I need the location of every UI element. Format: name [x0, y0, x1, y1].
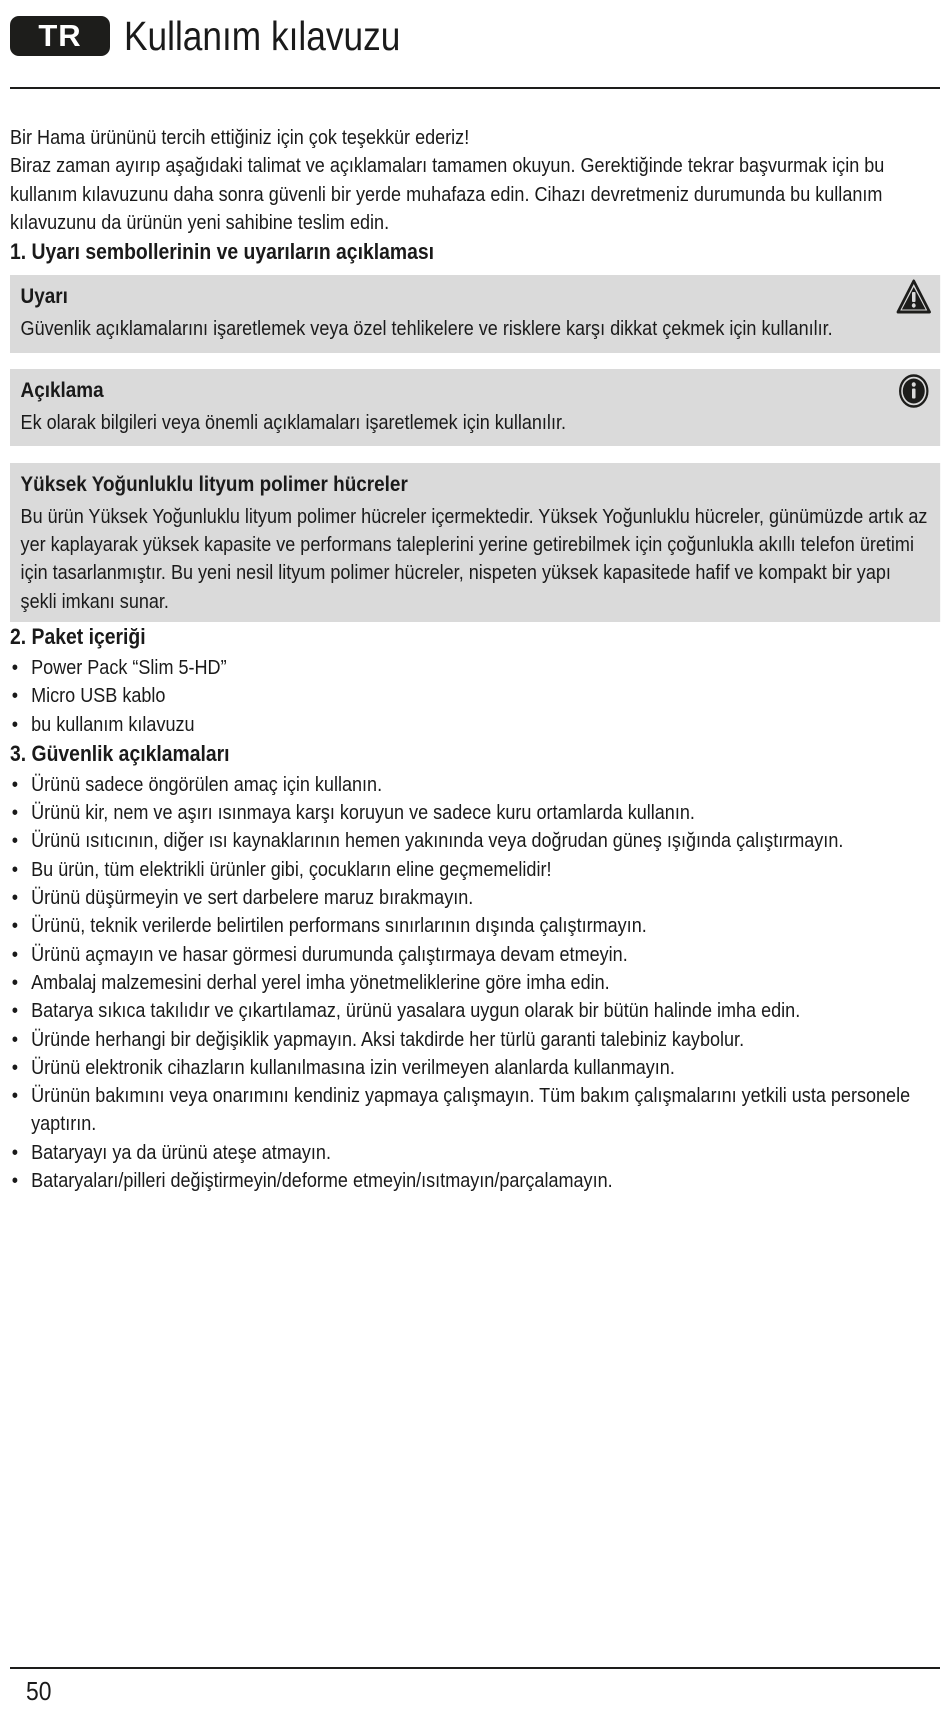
list-item: • Ürünü sadece öngörülen amaç için kullanın. [10, 771, 940, 799]
note-title: Açıklama [20, 378, 104, 403]
info-circle-icon [896, 373, 931, 409]
footer-divider [10, 1667, 940, 1669]
cells-info-box [10, 463, 940, 622]
page-number: 50 [26, 1676, 52, 1706]
list-item: • Bataryaları/pilleri değiştirmeyin/deforme etmeyin/ısıtmayın/parçalamayın. [10, 1167, 940, 1195]
note-box [10, 369, 940, 445]
list-item: • bu kullanım kılavuzu [10, 711, 940, 739]
list-item: • Bu ürün, tüm elektrikli ürünler gibi, çocukların eline geçmemelidir! [10, 856, 940, 884]
package-contents-list [10, 654, 940, 739]
list-item: • Ambalaj malzemesini derhal yerel imha yönetmeliklerine göre imha edin. [10, 969, 940, 997]
list-item: • Ürünün bakımını veya onarımını kendiniz yapmaya çalışmayın. Tüm bakım çalışmalarını yetkili usta personele yaptırın. [10, 1082, 940, 1139]
content-text-block [10, 124, 940, 1195]
content-area [10, 124, 940, 1195]
list-item: • Ürünü kir, nem ve aşırı ısınmaya karşı koruyun ve sadece kuru ortamlarda kullanın. [10, 799, 940, 827]
note-text: Ek olarak bilgileri veya önemli açıklamaları işaretlemek için kullanılır. [20, 411, 566, 435]
language-badge: TR [10, 16, 110, 56]
header-divider [10, 87, 940, 89]
list-item: • Üründe herhangi bir değişiklik yapmayın. Aksi takdirde her türlü garanti talebiniz kaybolur. [10, 1026, 940, 1054]
cells-title: Yüksek Yoğunluklu lityum polimer hücreler [20, 471, 408, 496]
intro-thanks: Bir Hama ürününü tercih ettiğiniz için çok teşekkür ederiz! [10, 126, 470, 149]
cells-text: Bu ürün Yüksek Yoğunluklu lityum polimer hücreler içermektedir. Yüksek Yoğunluklu hücreler, günümüzde artık az yer kaplayarak yüksek kapasite ve performans taleplerini yerine getirebilmek için çoğunlukla akıllı telefon üretimi için tasarlanmıştır. Bu yeni nesil lityum polimer hücreler, nispeten yüksek kapasitede hafif ve kompakt bir yapı şekli imkanı sunar. [20, 504, 928, 613]
section-1-title: 1. Uyarı sembollerinin ve uyarıların açıklaması [10, 239, 434, 265]
list-item: • Ürünü ısıtıcının, diğer ısı kaynaklarının hemen yakınında veya doğrudan güneş ışığında çalıştırmayın. [10, 827, 940, 855]
section-3-title: 3. Güvenlik açıklamaları [10, 740, 230, 766]
intro [10, 124, 940, 237]
list-item: • Micro USB kablo [10, 682, 940, 710]
list-item: • Bataryayı ya da ürünü ateşe atmayın. [10, 1139, 940, 1167]
list-item: • Ürünü açmayın ve hasar görmesi durumunda çalıştırmaya devam etmeyin. [10, 941, 940, 969]
section-2-title: 2. Paket içeriği [10, 623, 146, 649]
list-item: • Ürünü elektronik cihazların kullanılmasına izin verilmeyen alanlarda kullanmayın. [10, 1054, 940, 1082]
list-item: • Batarya sıkıca takılıdır ve çıkartılamaz, ürünü yasalara uygun olarak bir bütün halinde imha edin. [10, 997, 940, 1025]
intro-body: Biraz zaman ayırıp aşağıdaki talimat ve açıklamaları tamamen okuyun. Gerektiğinde tekrar başvurmak için bu kullanım kılavuzunu daha sonra güvenli bir yerde muhafaza edin. Cihazı devretmeniz durumunda bu kullanım kılavuzunu da ürünün yeni sahibine teslim edin. [10, 154, 885, 234]
warning-box [10, 275, 940, 353]
warning-triangle-icon [896, 279, 931, 315]
warning-title: Uyarı [20, 284, 68, 309]
page-header [10, 14, 940, 62]
warning-text: Güvenlik açıklamalarını işaretlemek veya özel tehlikelere ve risklere karşı dikkat çekmek için kullanılır. [20, 317, 833, 341]
list-item: • Ürünü, teknik verilerde belirtilen performans sınırlarının dışında çalıştırmayın. [10, 912, 940, 940]
list-item: • Power Pack “Slim 5-HD” [10, 654, 940, 682]
list-item: • Ürünü düşürmeyin ve sert darbelere maruz bırakmayın. [10, 884, 940, 912]
safety-list [10, 771, 940, 1195]
page-title: Kullanım kılavuzu [124, 13, 401, 59]
manual-page [10, 0, 940, 1732]
